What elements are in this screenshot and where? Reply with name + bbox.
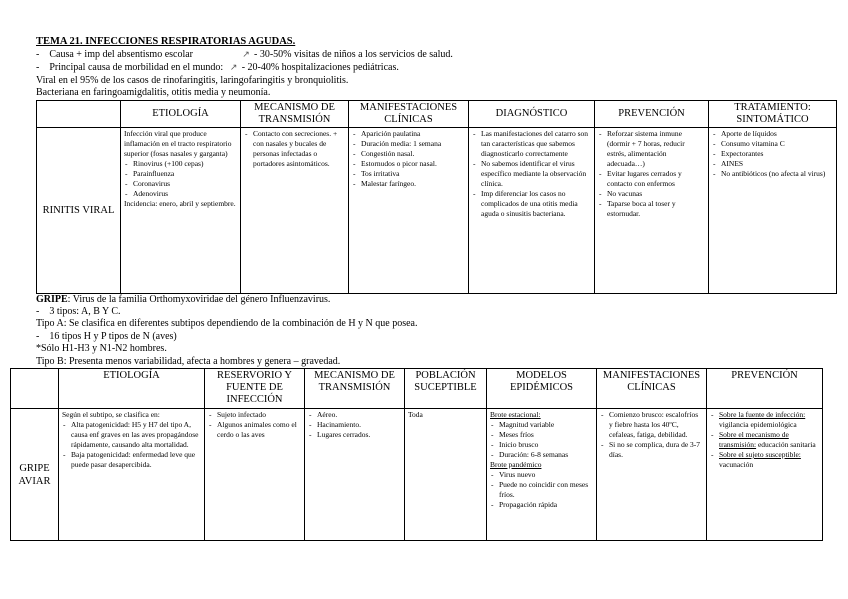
- etiologia-intro: Infección viral que produce inflamación en el tracto respiratorio superior (fosas nasales y garganta): [124, 128, 232, 158]
- list-item: - Las manifestaciones del catarro son tan características que sabemos diagnosticarlo correctamente: [481, 129, 591, 159]
- cell-manifestaciones: [597, 409, 707, 541]
- header-empty: [37, 100, 121, 127]
- etiologia-intro: Según el subtipo, se clasifica en:: [62, 410, 160, 420]
- list-item: - Aéreo.: [317, 410, 401, 420]
- brote-pandemico-label: Brote pandémico: [490, 460, 542, 470]
- prevencion-label: Sobre la fuente de infección:: [719, 410, 806, 420]
- cell-reservorio: [205, 409, 305, 541]
- header-manifestaciones: MANIFESTACIONES CLÍNICAS: [597, 369, 707, 409]
- etiologia-footer: Incidencia: enero, abril y septiembre.: [124, 198, 236, 208]
- gripe-tipos-line: - 3 tipos: A, B Y C.: [36, 306, 121, 318]
- list-item: - Propagación rápida: [499, 500, 593, 510]
- list-item: - Aporte de líquidos: [721, 129, 833, 139]
- cell-manifestaciones: [349, 127, 469, 293]
- header-modelos: MODELOS EPIDÉMICOS: [487, 369, 597, 409]
- rinitis-table: [36, 100, 837, 294]
- list-item: - Aparición paulatina: [361, 129, 465, 139]
- list-item: - Imp diferenciar los casos no complicados de una otitis media aguda o sinusitis bacteriana.: [481, 189, 591, 219]
- header-prevencion: PREVENCIÓN: [707, 369, 823, 409]
- header-etiologia: ETIOLOGÍA: [59, 369, 205, 409]
- list-item: - Tos irritativa: [361, 169, 465, 179]
- list-item: [719, 450, 819, 470]
- gripe-text: : Virus de la familia Orthomyxoviridae del género Influenzavirus.: [67, 293, 331, 305]
- prevencion-label: Sobre el mecanismo de transmisión:: [719, 430, 789, 450]
- prevencion-text: vigilancia epidemiológica: [719, 420, 797, 430]
- cell-modelos: [487, 409, 597, 541]
- list-item: - Adenovirus: [133, 189, 237, 199]
- gripe-aviar-table: [10, 368, 823, 541]
- page-title: TEMA 21. INFECCIONES RESPIRATORIAS AGUDAS.: [36, 36, 296, 47]
- cell-prevencion: [707, 409, 823, 541]
- list-item: - Malestar faríngeo.: [361, 179, 465, 189]
- list-item: - Comienzo brusco: escalofríos y fiebre hasta los 40ºC, cefaleas, fatiga, debilidad.: [609, 410, 703, 440]
- header-transmision: MECANISMO DE TRANSMISIÓN: [241, 100, 349, 127]
- list-item: - Meses fríos: [499, 430, 593, 440]
- gripe-solo: *Sólo H1-H3 y N1-N2 hombres.: [36, 343, 167, 355]
- document-page: [18, 35, 836, 541]
- list-item: - Algunos animales como el cerdo o las aves: [217, 420, 301, 440]
- list-item: [719, 410, 819, 430]
- list-item: - Alta patogenicidad: H5 y H7 del tipo A, causa enf graves en las aves propagándose rápidamente, causando alta mortalidad.: [71, 420, 201, 450]
- list-item: - Si no se complica, dura de 3-7 días.: [609, 440, 703, 460]
- bacterial-line: Bacteriana en faringoamigdalitis, otitis media y neumonía.: [36, 87, 271, 99]
- gripe-tipo-b: Tipo B: Presenta menos variabilidad, afecta a hombres y genera – gravedad.: [36, 355, 341, 367]
- list-item: - Sujeto infectado: [217, 410, 301, 420]
- list-item: - Hacinamiento.: [317, 420, 401, 430]
- list-item: [719, 430, 819, 450]
- intro-suffix-1: - 30-50% visitas de niños a los servicios de salud.: [254, 49, 453, 60]
- gripe-tipos: 3 tipos: A, B Y C.: [49, 306, 121, 318]
- list-item: - Congestión nasal.: [361, 149, 465, 159]
- list-item: - Taparse boca al toser y estornudar.: [607, 199, 705, 219]
- list-item: - No antibióticos (no afecta al virus): [721, 169, 833, 179]
- intro-line-1: - Causa + imp del absentismo escolar ↗ - 30-50% visitas de niños a los servicios de salud.: [36, 49, 453, 60]
- intro-text-1: Causa + imp del absentismo escolar: [49, 49, 194, 60]
- header-transmision: MECANISMO DE TRANSMISIÓN: [305, 369, 405, 409]
- list-item: - Coronavirus: [133, 179, 237, 189]
- list-item: - Reforzar sistema inmune (dormir + 7 horas, reducir estrés, alimentación adecuada…): [607, 129, 705, 169]
- header-prevencion: PREVENCIÓN: [595, 100, 709, 127]
- list-item: - Virus nuevo: [499, 470, 593, 480]
- cell-etiologia: [121, 127, 241, 293]
- list-item: - Consumo vitamina C: [721, 139, 833, 149]
- cell-transmision: [305, 409, 405, 541]
- cell-etiologia: [59, 409, 205, 541]
- list-item: - Duración media: 1 semana: [361, 139, 465, 149]
- intro-line-2: - Principal causa de morbilidad en el mundo: ↗ - 20-40% hospitalizaciones pediátricas.: [36, 62, 399, 74]
- list-item: - Expectorantes: [721, 149, 833, 159]
- list-item: - Magnitud variable: [499, 420, 593, 430]
- list-item: - Duración: 6-8 semanas: [499, 450, 593, 460]
- cell-diagnostico: [469, 127, 595, 293]
- list-item: - No sabemos identificar el virus específico mediante la observación clínica.: [481, 159, 591, 189]
- row-label-gripe-aviar: GRIPE AVIAR: [11, 409, 59, 541]
- brote-estacional-label: Brote estacional:: [490, 410, 541, 420]
- gripe-subtipos-line: - 16 tipos H y P tipos de N (aves): [36, 330, 177, 342]
- header-reservorio: RESERVORIO Y FUENTE DE INFECCIÓN: [205, 369, 305, 409]
- intro-text-2: Principal causa de morbilidad en el mundo:: [49, 62, 224, 74]
- header-diagnostico: DIAGNÓSTICO: [469, 100, 595, 127]
- viral-line: Viral en el 95% de los casos de rinofaringitis, laringofaringitis y bronquiolitis.: [36, 74, 349, 86]
- cell-poblacion: Toda: [405, 409, 487, 541]
- prevencion-text: educación sanitaria: [756, 440, 816, 450]
- list-item: - AINES: [721, 159, 833, 169]
- gripe-subtipos: 16 tipos H y P tipos de N (aves): [49, 330, 177, 342]
- arrow-icon: ↗: [242, 49, 250, 59]
- prevencion-text: vacunación: [719, 460, 754, 470]
- cell-prevencion: [595, 127, 709, 293]
- prevencion-label: Sobre el sujeto susceptible:: [719, 450, 801, 460]
- list-item: - Parainfluenza: [133, 169, 237, 179]
- list-item: - Baja patogenicidad: enfermedad leve que puede pasar desapercibida.: [71, 450, 201, 470]
- list-item: - No vacunas: [607, 189, 705, 199]
- list-item: - Contacto con secreciones. + con nasales y bucales de personas infectadas o portadores asintomáticos.: [253, 129, 345, 169]
- row-label-rinitis: RINITIS VIRAL: [37, 127, 121, 293]
- list-item: - Rinovirus (+100 cepas): [133, 159, 237, 169]
- arrow-icon: ↗: [229, 62, 238, 73]
- list-item: - Lugares cerrados.: [317, 430, 401, 440]
- header-poblacion: POBLACIÓN SUCEPTIBLE: [405, 369, 487, 409]
- cell-transmision: [241, 127, 349, 293]
- gripe-tipo-a: Tipo A: Se clasifica en diferentes subtipos dependiendo de la combinación de H y N que posea.: [36, 318, 418, 330]
- list-item: - Inicio brusco: [499, 440, 593, 450]
- list-item: - Puede no coincidir con meses fríos.: [499, 480, 593, 500]
- header-empty: [11, 369, 59, 409]
- list-item: - Estornudos o picor nasal.: [361, 159, 465, 169]
- gripe-line: [36, 294, 836, 306]
- gripe-heading: GRIPE: [36, 293, 68, 305]
- intro-suffix-2: - 20-40% hospitalizaciones pediátricas.: [241, 62, 399, 74]
- list-item: - Evitar lugares cerrados y contacto con enfermos: [607, 169, 705, 189]
- header-tratamiento: TRATAMIENTO: SINTOMÁTICO: [709, 100, 837, 127]
- header-manifestaciones: MANIFESTACIONES CLÍNICAS: [349, 100, 469, 127]
- header-etiologia: ETIOLOGÍA: [121, 100, 241, 127]
- cell-tratamiento: [709, 127, 837, 293]
